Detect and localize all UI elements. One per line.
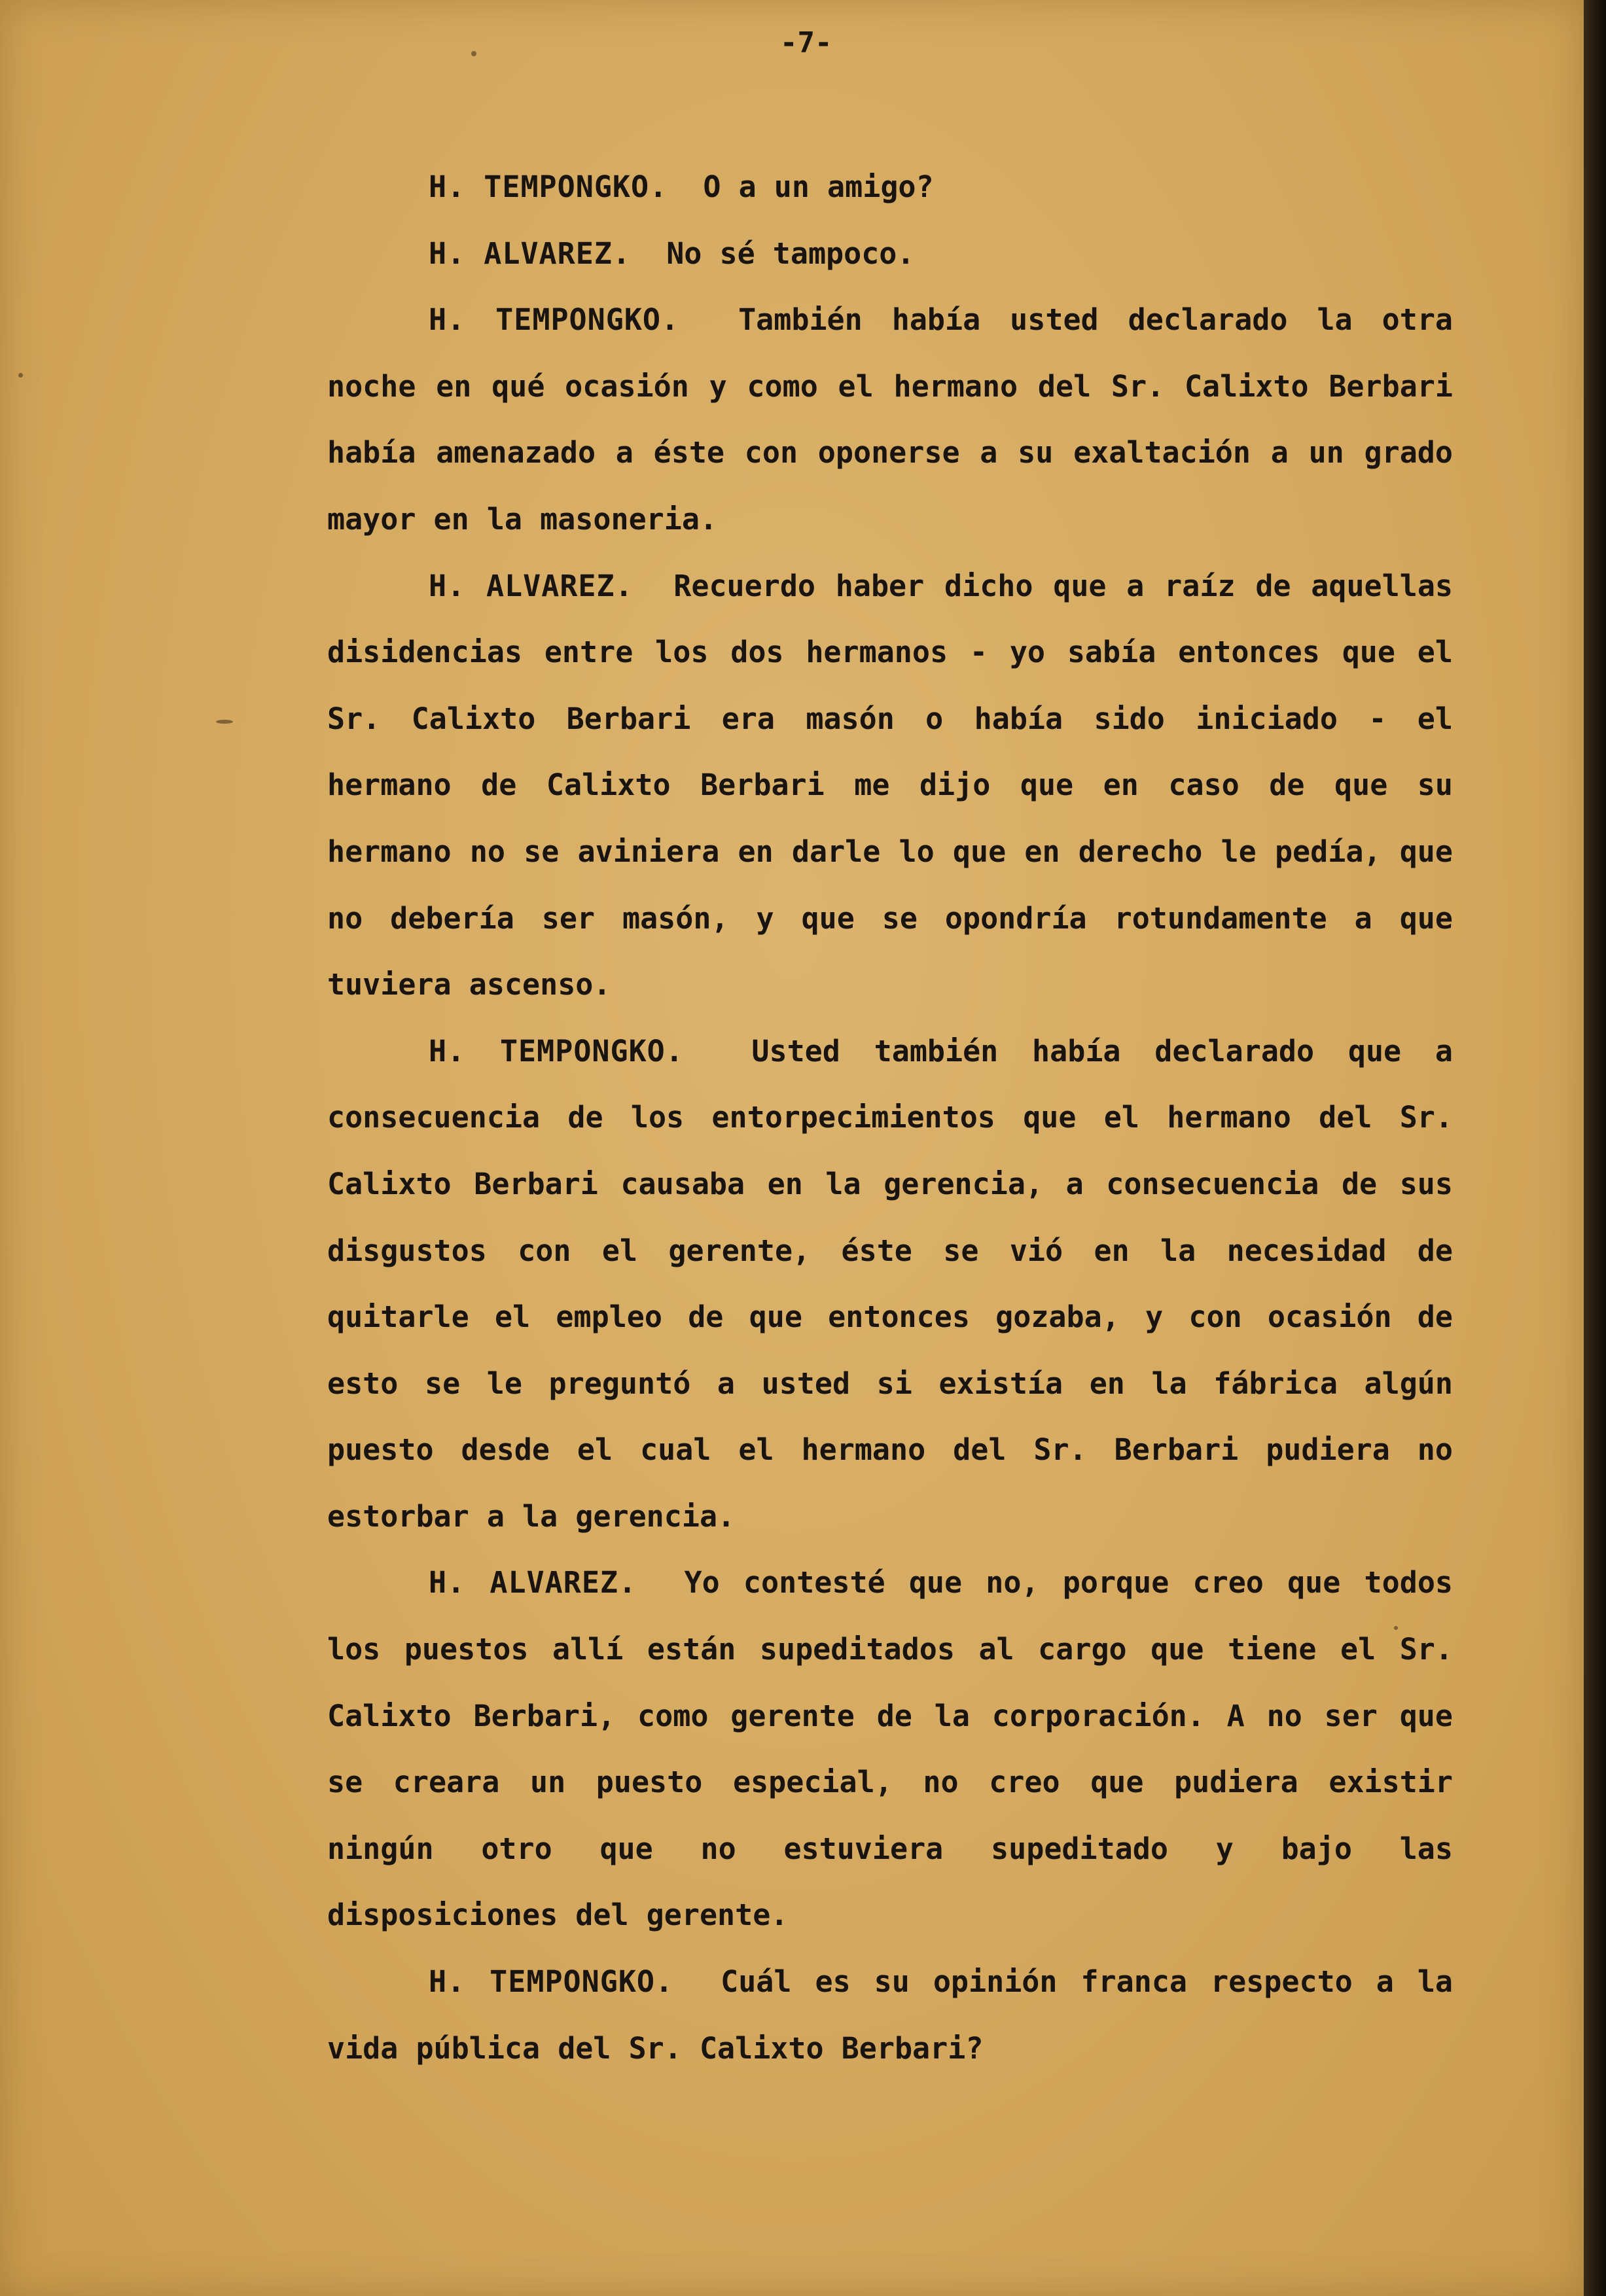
speaker-label: H. ALVAREZ. (429, 568, 633, 603)
speaker-label: H. ALVAREZ. (429, 236, 632, 271)
speaker-label: H. TEMPONGKO. (429, 1964, 674, 2000)
paragraph-text: Recuerdo haber dicho que a raíz de aquellas disidencias entre los dos hermanos - yo sabía entonces que el Sr. Calixto Berbari era masón o había sido iniciado - el hermano de Calixto Berbari me dijo que en caso de que su hermano no se aviniera en darle lo que en derecho le pedía, que no debería ser masón, y que se opondría rotundamente a que tuviera ascenso. (327, 568, 1454, 1002)
paragraph-text: Cuál es su opinión franca respecto a la vida pública del Sr. Calixto Berbari? (327, 1964, 1454, 2066)
paragraph-text: Usted también había declarado que a consecuencia de los entorpecimientos que el hermano del Sr. Calixto Berbari causaba en la gerencia, a consecuencia de sus disgustos con el gerente, éste se vió en la necesidad de quitarle el empleo de que entonces gozaba, y con ocasión de esto se le preguntó a usted si existía en la fábrica algún puesto desde el cual el hermano del Sr. Berbari pudiera no estorbar a la gerencia. (327, 1033, 1453, 1534)
speaker-label: H. TEMPONGKO. (429, 1033, 684, 1069)
transcript-paragraph (327, 1949, 1453, 2081)
transcript-paragraph (327, 154, 1453, 221)
transcript-paragraph (327, 1549, 1453, 1949)
transcript-body (327, 154, 1453, 2081)
transcript-paragraph (327, 1018, 1453, 1550)
speaker-label: H. TEMPONGKO. (429, 169, 668, 204)
transcript-paragraph (327, 553, 1453, 1018)
paper-speck (216, 720, 233, 724)
paragraph-text: No sé tampoco. (666, 236, 915, 271)
transcript-paragraph (327, 221, 1453, 287)
scan-edge (1584, 0, 1606, 2296)
paragraph-text: Yo contesté que no, porque creo que todos los puestos allí están supeditados al cargo que tiene el Sr. Calixto Berbari, como gerente de la corporación. A no ser que se creara un puesto especial, no creo que pudiera existir ningún otro que no estuviera supeditado y bajo las disposiciones del gerente. (327, 1565, 1453, 1933)
page-number: -7- (780, 26, 832, 60)
paper-speck (471, 51, 476, 56)
paragraph-text: También había usted declarado la otra noche en qué ocasión y como el hermano del Sr. Calixto Berbari había amenazado a éste con oponerse a su exaltación a un grado mayor en la masoneria. (327, 302, 1454, 537)
speaker-label: H. ALVAREZ. (429, 1565, 637, 1600)
transcript-paragraph (327, 287, 1453, 552)
paper-speck (18, 373, 23, 378)
speaker-label: H. TEMPONGKO. (429, 302, 680, 338)
paragraph-text: O a un amigo? (703, 169, 934, 204)
